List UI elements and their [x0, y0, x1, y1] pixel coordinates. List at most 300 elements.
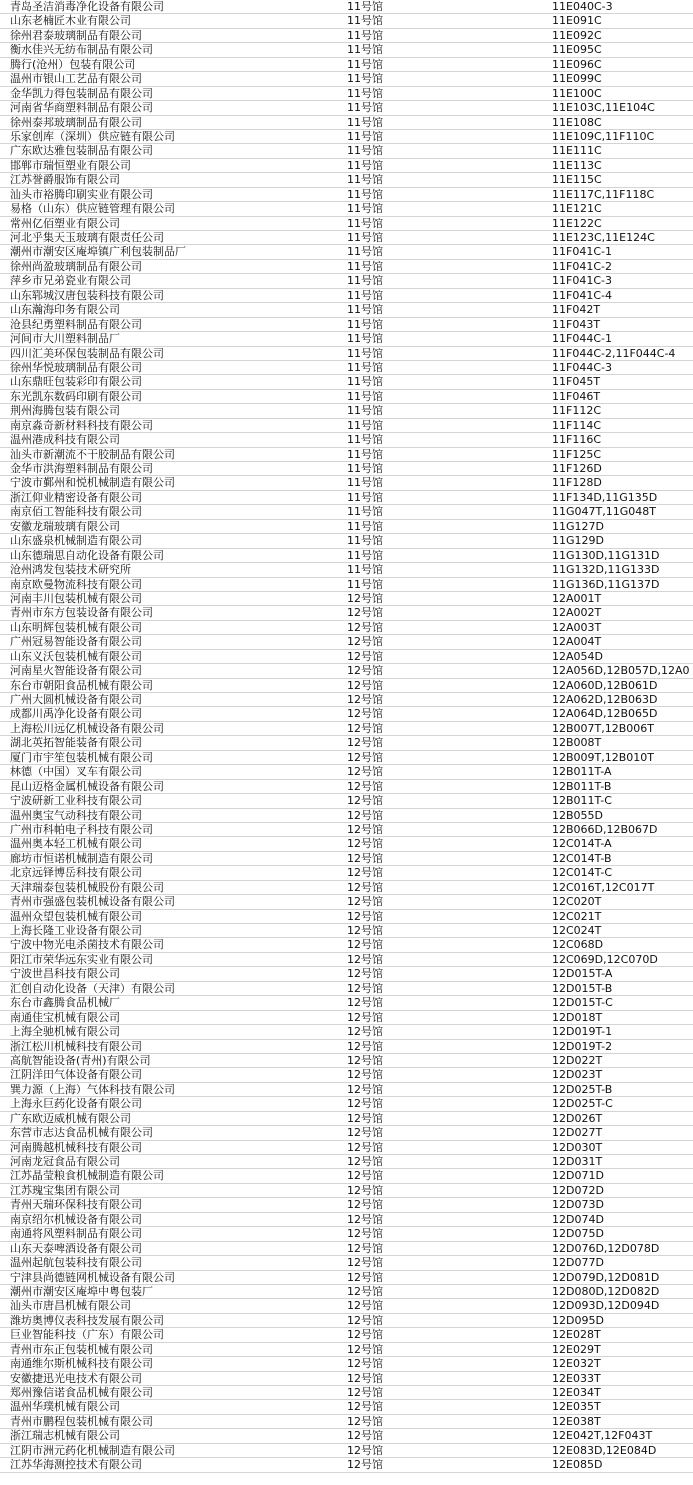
company-name-cell: 湖北英拓智能装备有限公司	[10, 736, 142, 750]
hall-cell: 12号馆	[347, 1256, 383, 1270]
company-name-cell: 徐州泰邦玻璃制品有限公司	[10, 115, 142, 129]
booth-number-cell: 12B066D,12B067D	[552, 822, 658, 836]
hall-cell: 12号馆	[347, 1386, 383, 1399]
table-row	[0, 318, 693, 332]
booth-number-cell: 12B055D	[552, 808, 604, 822]
table-row	[0, 895, 693, 909]
hall-cell: 11号馆	[347, 346, 383, 360]
table-row	[0, 87, 693, 101]
hall-cell: 12号馆	[347, 635, 383, 649]
hall-cell: 11号馆	[347, 202, 383, 216]
hall-cell: 11号馆	[347, 187, 383, 201]
booth-number-cell: 11F134D,11G135D	[552, 490, 658, 504]
booth-number-cell: 12A062D,12B063D	[552, 693, 658, 706]
hall-cell: 12号馆	[347, 721, 383, 735]
company-name-cell: 上海松川远亿机械设备有限公司	[10, 721, 164, 735]
company-name-cell: 上海长隆工业设备有限公司	[10, 924, 142, 937]
company-name-cell: 温州港成科技有限公司	[10, 433, 120, 447]
table-row	[0, 14, 693, 28]
table-row	[0, 982, 693, 996]
booth-number-cell: 12A056D,12B057D,12A0	[552, 664, 690, 678]
company-name-cell: 南京绍尔机械设备有限公司	[10, 1212, 142, 1226]
company-name-cell: 乐家创库（深圳）供应链有限公司	[10, 129, 175, 143]
table-row	[0, 534, 693, 548]
table-row	[0, 1444, 693, 1458]
company-name-cell: 广州大圆机械设备有限公司	[10, 693, 142, 706]
company-name-cell: 巽力源（上海）气体科技有限公司	[10, 1082, 175, 1096]
booth-number-cell: 11E113C	[552, 158, 602, 172]
table-row	[0, 116, 693, 130]
booth-number-cell: 12E032T	[552, 1357, 601, 1371]
hall-cell: 12号馆	[347, 591, 383, 605]
table-row	[0, 505, 693, 519]
company-name-cell: 山东天泰啤酒设备有限公司	[10, 1241, 142, 1255]
company-name-cell: 南通佳宝机械有限公司	[10, 1010, 120, 1024]
table-row	[0, 1328, 693, 1342]
hall-cell: 11号馆	[347, 173, 383, 187]
booth-number-cell: 12D071D	[552, 1169, 604, 1183]
company-name-cell: 金华市洪海塑料制品有限公司	[10, 462, 153, 475]
company-name-cell: 广东欧迈威机械有限公司	[10, 1111, 131, 1125]
booth-number-cell: 12E083D,12E084D	[552, 1443, 657, 1457]
table-row	[0, 1415, 693, 1429]
booth-number-cell: 11F125C	[552, 447, 602, 461]
hall-cell: 12号馆	[347, 822, 383, 836]
booth-number-cell: 11E100C	[552, 86, 602, 100]
hall-cell: 12号馆	[347, 736, 383, 750]
booth-number-cell: 12A054D	[552, 649, 603, 663]
hall-cell: 11号馆	[347, 14, 383, 28]
company-name-cell: 江苏晶莹粮食机械制造有限公司	[10, 1169, 164, 1183]
company-name-cell: 山东老楠匠木业有限公司	[10, 14, 131, 28]
company-name-cell: 易格（山东）供应链管理有限公司	[10, 202, 175, 216]
table-row	[0, 1126, 693, 1140]
company-name-cell: 江阴市洲元药化机械制造有限公司	[10, 1443, 175, 1457]
company-name-cell: 高航智能设备(青州)有限公司	[10, 1053, 151, 1067]
hall-cell: 12号馆	[347, 952, 383, 966]
booth-number-cell: 12D073D	[552, 1198, 604, 1212]
table-row	[0, 347, 693, 361]
company-name-cell: 温州起航包装科技有限公司	[10, 1256, 142, 1270]
company-name-cell: 上海全驰机械有限公司	[10, 1025, 120, 1039]
booth-number-cell: 11F128D	[552, 476, 602, 490]
hall-cell: 12号馆	[347, 1270, 383, 1284]
booth-number-cell: 12C014T-A	[552, 837, 612, 851]
hall-cell: 12号馆	[347, 967, 383, 981]
hall-cell: 12号馆	[347, 707, 383, 721]
table-row	[0, 1386, 693, 1400]
hall-cell: 11号馆	[347, 245, 383, 259]
hall-cell: 12号馆	[347, 620, 383, 634]
company-name-cell: 浙江仰业精密设备有限公司	[10, 490, 142, 504]
company-name-cell: 青州市强盛包装机械设备有限公司	[10, 895, 175, 909]
hall-cell: 12号馆	[347, 1198, 383, 1212]
booth-number-cell: 12D080D,12D082D	[552, 1284, 660, 1298]
company-name-cell: 成都川禹净化设备有限公司	[10, 707, 142, 721]
company-name-cell: 巨业智能科技（广东）有限公司	[10, 1328, 164, 1342]
booth-number-cell: 12B011T-A	[552, 765, 612, 779]
company-name-cell: 林德（中国）叉车有限公司	[10, 765, 142, 779]
hall-cell: 11号馆	[347, 534, 383, 548]
table-row	[0, 1155, 693, 1169]
company-name-cell: 河南省华商塑料制品有限公司	[10, 101, 153, 115]
hall-cell: 12号馆	[347, 693, 383, 706]
booth-number-cell: 12A004T	[552, 635, 602, 649]
booth-number-cell: 11E117C,11F118C	[552, 187, 655, 201]
company-name-cell: 安徽捷迅光电技术有限公司	[10, 1371, 142, 1385]
hall-cell: 12号馆	[347, 1140, 383, 1154]
company-name-cell: 广州冠易智能设备有限公司	[10, 635, 142, 649]
booth-number-cell: 11E096C	[552, 57, 602, 71]
company-name-cell: 衡水佳兴无纺布制品有限公司	[10, 43, 153, 57]
table-row	[0, 910, 693, 924]
booth-number-cell: 12D074D	[552, 1212, 604, 1226]
company-name-cell: 河间市大川塑料制品厂	[10, 332, 120, 346]
table-row	[0, 1083, 693, 1097]
table-row	[0, 1299, 693, 1313]
table-row	[0, 809, 693, 823]
company-name-cell: 徐州华悦玻璃制品有限公司	[10, 360, 142, 374]
company-name-cell: 南通维尔斯机械科技有限公司	[10, 1357, 153, 1371]
hall-cell: 11号馆	[347, 274, 383, 288]
booth-number-cell: 11F041C-2	[552, 259, 612, 273]
hall-cell: 12号馆	[347, 1313, 383, 1327]
table-row	[0, 101, 693, 115]
table-row	[0, 938, 693, 952]
hall-cell: 12号馆	[347, 1025, 383, 1039]
table-row	[0, 780, 693, 794]
booth-number-cell: 11F044C-2,11F044C-4	[552, 346, 676, 360]
company-name-cell: 山东明辉包装机械有限公司	[10, 620, 142, 634]
table-row	[0, 476, 693, 490]
booth-number-cell: 12E085D	[552, 1458, 603, 1472]
booth-number-cell: 12D095D	[552, 1313, 604, 1327]
booth-number-cell: 12C069D,12C070D	[552, 952, 658, 966]
hall-cell: 12号馆	[347, 750, 383, 764]
company-name-cell: 安徽龙瑞玻璃有限公司	[10, 519, 120, 533]
company-name-cell: 宁波市鄞州和悦机械制造有限公司	[10, 476, 175, 490]
hall-cell: 12号馆	[347, 794, 383, 808]
booth-number-cell: 12D027T	[552, 1126, 603, 1140]
table-row	[0, 837, 693, 851]
table-row	[0, 375, 693, 389]
hall-cell: 11号馆	[347, 563, 383, 577]
booth-number-cell: 11E121C	[552, 202, 602, 216]
hall-cell: 11号馆	[347, 57, 383, 71]
company-name-cell: 河南龙冠食品有限公司	[10, 1155, 120, 1168]
table-row	[0, 707, 693, 721]
company-name-cell: 南京淼奇新材料科技有限公司	[10, 418, 153, 432]
hall-cell: 11号馆	[347, 43, 383, 57]
company-name-cell: 东台市鑫腾食品机械厂	[10, 996, 120, 1010]
booth-number-cell: 12D022T	[552, 1053, 603, 1067]
hall-cell: 12号馆	[347, 1328, 383, 1342]
table-row	[0, 1112, 693, 1126]
table-row	[0, 606, 693, 620]
booth-number-cell: 12D031T	[552, 1155, 603, 1168]
booth-number-cell: 12D079D,12D081D	[552, 1270, 660, 1284]
booth-number-cell: 12E035T	[552, 1400, 601, 1414]
booth-number-cell: 11E115C	[552, 173, 602, 187]
company-name-cell: 徐州君泰玻璃制品有限公司	[10, 28, 142, 42]
booth-number-cell: 11G132D,11G133D	[552, 563, 660, 577]
hall-cell: 12号馆	[347, 765, 383, 779]
hall-cell: 12号馆	[347, 1284, 383, 1298]
table-row	[0, 390, 693, 404]
hall-cell: 12号馆	[347, 1414, 383, 1428]
company-name-cell: 东营市志达食品机械有限公司	[10, 1126, 153, 1140]
company-name-cell: 江阴洋田气体设备有限公司	[10, 1068, 142, 1082]
hall-cell: 12号馆	[347, 880, 383, 894]
company-name-cell: 潮州市潮安区庵埠镇广利包装制品厂	[10, 245, 186, 259]
hall-cell: 12号馆	[347, 1400, 383, 1414]
table-row	[0, 245, 693, 259]
company-name-cell: 宁波研新工业科技有限公司	[10, 794, 142, 808]
hall-cell: 11号馆	[347, 231, 383, 244]
booth-number-cell: 12D019T-1	[552, 1025, 613, 1039]
table-row	[0, 448, 693, 462]
company-name-cell: 河北乎集天玉玻璃有限责任公司	[10, 231, 164, 244]
booth-number-cell: 12C016T,12C017T	[552, 880, 655, 894]
table-row	[0, 866, 693, 880]
table-row	[0, 1227, 693, 1241]
hall-cell: 11号馆	[347, 418, 383, 432]
booth-number-cell: 12D015T-B	[552, 981, 613, 995]
table-row	[0, 549, 693, 563]
table-row	[0, 996, 693, 1010]
hall-cell: 11号馆	[347, 519, 383, 533]
booth-number-cell: 12E042T,12F043T	[552, 1429, 653, 1443]
table-row	[0, 144, 693, 158]
hall-cell: 11号馆	[347, 101, 383, 115]
hall-cell: 11号馆	[347, 462, 383, 475]
table-row	[0, 1314, 693, 1328]
table-row	[0, 1343, 693, 1357]
hall-cell: 12号馆	[347, 1183, 383, 1197]
table-row	[0, 592, 693, 606]
table-row	[0, 1213, 693, 1227]
hall-cell: 12号馆	[347, 1212, 383, 1226]
hall-cell: 11号馆	[347, 490, 383, 504]
company-name-cell: 温州奥本轻工机械有限公司	[10, 837, 142, 851]
company-name-cell: 常州亿佰塑业有限公司	[10, 216, 120, 230]
booth-number-cell: 12D025T-C	[552, 1097, 613, 1111]
table-row	[0, 1458, 693, 1472]
booth-number-cell: 12D077D	[552, 1256, 604, 1270]
table-row	[0, 303, 693, 317]
hall-cell: 12号馆	[347, 1429, 383, 1443]
company-name-cell: 青州市东正包装机械有限公司	[10, 1342, 153, 1356]
table-row	[0, 722, 693, 736]
company-name-cell: 青州天瑞环保科技有限公司	[10, 1198, 142, 1212]
hall-cell: 11号馆	[347, 375, 383, 389]
booth-number-cell: 11E091C	[552, 14, 602, 28]
table-row	[0, 679, 693, 693]
booth-number-cell: 12E033T	[552, 1371, 601, 1385]
table-row	[0, 751, 693, 765]
company-name-cell: 北京远铎博岳科技有限公司	[10, 866, 142, 880]
hall-cell: 12号馆	[347, 1299, 383, 1313]
hall-cell: 11号馆	[347, 548, 383, 562]
hall-cell: 12号馆	[347, 1082, 383, 1096]
company-name-cell: 宁津县尚德链网机械设备有限公司	[10, 1270, 175, 1284]
hall-cell: 12号馆	[347, 1169, 383, 1183]
hall-cell: 11号馆	[347, 259, 383, 273]
company-name-cell: 广州市科帕电子科技有限公司	[10, 822, 153, 836]
table-row	[0, 231, 693, 245]
booth-number-cell: 12D015T-A	[552, 967, 613, 981]
hall-cell: 11号馆	[347, 288, 383, 302]
company-name-cell: 青州市鹏程包装机械有限公司	[10, 1414, 153, 1428]
table-row	[0, 260, 693, 274]
company-name-cell: 河南星火智能设备有限公司	[10, 664, 142, 678]
booth-number-cell: 12D026T	[552, 1111, 603, 1125]
hall-cell: 12号馆	[347, 924, 383, 937]
table-row	[0, 924, 693, 938]
hall-cell: 12号馆	[347, 1357, 383, 1371]
hall-cell: 12号馆	[347, 837, 383, 851]
company-name-cell: 温州市银山工艺品有限公司	[10, 72, 142, 86]
hall-cell: 12号馆	[347, 1010, 383, 1024]
booth-number-cell: 11E109C,11F110C	[552, 129, 655, 143]
table-row	[0, 462, 693, 476]
booth-number-cell: 11E111C	[552, 144, 602, 158]
hall-cell: 12号馆	[347, 1155, 383, 1168]
table-row	[0, 1097, 693, 1111]
table-row	[0, 159, 693, 173]
hall-cell: 11号馆	[347, 332, 383, 346]
table-row	[0, 563, 693, 577]
booth-number-cell: 11G129D	[552, 534, 604, 548]
company-name-cell: 汇创自动化设备（天津）有限公司	[10, 981, 175, 995]
table-row	[0, 173, 693, 187]
company-name-cell: 浙江松川机械科技有限公司	[10, 1039, 142, 1053]
company-name-cell: 汕头市裕腾印刷实业有限公司	[10, 187, 153, 201]
hall-cell: 11号馆	[347, 433, 383, 447]
company-name-cell: 邯郸市瑞恒塑业有限公司	[10, 158, 131, 172]
table-row	[0, 274, 693, 288]
company-name-cell: 郑州豫信诺食品机械有限公司	[10, 1386, 153, 1399]
company-name-cell: 温州奥宝气动科技有限公司	[10, 808, 142, 822]
hall-cell: 12号馆	[347, 1371, 383, 1385]
booth-number-cell: 11F041C-1	[552, 245, 612, 259]
booth-number-cell: 12E034T	[552, 1386, 601, 1399]
table-row	[0, 332, 693, 346]
company-name-cell: 东台市朝阳食品机械有限公司	[10, 678, 153, 692]
company-name-cell: 萍乡市兄弟瓷业有限公司	[10, 274, 131, 288]
booth-number-cell: 11F042T	[552, 303, 601, 317]
booth-number-cell: 12A060D,12B061D	[552, 678, 658, 692]
hall-cell: 12号馆	[347, 1458, 383, 1472]
table-row	[0, 823, 693, 837]
table-row	[0, 0, 693, 14]
company-name-cell: 东光凯东数码印刷有限公司	[10, 389, 142, 403]
booth-number-cell: 11F044C-3	[552, 360, 612, 374]
company-name-cell: 四川汇美环保包装制品有限公司	[10, 346, 164, 360]
table-row	[0, 404, 693, 418]
company-name-cell: 天津瑞泰包装机械股份有限公司	[10, 880, 164, 894]
table-row	[0, 1429, 693, 1443]
booth-number-cell: 12B008T	[552, 736, 602, 750]
hall-cell: 12号馆	[347, 649, 383, 663]
table-row	[0, 361, 693, 375]
table-row	[0, 1169, 693, 1183]
table-row	[0, 1198, 693, 1212]
hall-cell: 11号馆	[347, 389, 383, 403]
booth-number-cell: 12C068D	[552, 938, 604, 952]
company-name-cell: 阳江市荣华远东实业有限公司	[10, 952, 153, 966]
booth-number-cell: 11F041C-3	[552, 274, 612, 288]
booth-number-cell: 12B011T-B	[552, 779, 612, 793]
hall-cell: 12号馆	[347, 1097, 383, 1111]
table-row	[0, 43, 693, 57]
hall-cell: 12号馆	[347, 1443, 383, 1457]
company-name-cell: 潍坊奥博仪表科技发展有限公司	[10, 1313, 164, 1327]
company-name-cell: 河南腾越机械科技有限公司	[10, 1140, 142, 1154]
company-name-cell: 腾行(沧州）包装有限公司	[10, 57, 136, 71]
booth-number-cell: 11F116C	[552, 433, 602, 447]
table-row	[0, 852, 693, 866]
company-name-cell: 沧县纪勇塑料制品有限公司	[10, 317, 142, 331]
booth-number-cell: 11E095C	[552, 43, 602, 57]
hall-cell: 12号馆	[347, 664, 383, 678]
company-name-cell: 南京欧曼物流科技有限公司	[10, 577, 142, 591]
booth-number-cell: 11E040C-3	[552, 0, 613, 13]
booth-number-cell: 11G127D	[552, 519, 604, 533]
table-row	[0, 1040, 693, 1054]
hall-cell: 11号馆	[347, 476, 383, 490]
hall-cell: 12号馆	[347, 938, 383, 952]
hall-cell: 11号馆	[347, 0, 383, 13]
company-name-cell: 青州市东方包装设备有限公司	[10, 606, 153, 620]
hall-cell: 11号馆	[347, 404, 383, 418]
table-row	[0, 1271, 693, 1285]
booth-number-cell: 11F041C-4	[552, 288, 612, 302]
hall-cell: 11号馆	[347, 360, 383, 374]
table-row	[0, 578, 693, 592]
table-row	[0, 433, 693, 447]
table-row	[0, 419, 693, 433]
company-name-cell: 南京佰工智能科技有限公司	[10, 505, 142, 519]
booth-number-cell: 12A003T	[552, 620, 602, 634]
hall-cell: 12号馆	[347, 1227, 383, 1241]
booth-number-cell: 12C024T	[552, 924, 602, 937]
company-name-cell: 沧州鸿发包装技术研究所	[10, 563, 131, 577]
hall-cell: 11号馆	[347, 28, 383, 42]
table-row	[0, 202, 693, 216]
hall-cell: 12号馆	[347, 851, 383, 865]
booth-number-cell: 11G047T,11G048T	[552, 505, 656, 519]
table-row	[0, 621, 693, 635]
company-name-cell: 江苏誉爵服饰有限公司	[10, 173, 120, 187]
table-row	[0, 1242, 693, 1256]
company-name-cell: 温州华璞机械有限公司	[10, 1400, 120, 1414]
company-name-cell: 昆山迈格金属机械设备有限公司	[10, 779, 164, 793]
company-name-cell: 山东义沃包装机械有限公司	[10, 649, 142, 663]
table-row	[0, 1025, 693, 1039]
booth-number-cell: 11F044C-1	[552, 332, 612, 346]
table-row	[0, 188, 693, 202]
booth-number-cell: 11E123C,11E124C	[552, 231, 655, 244]
booth-number-cell: 12D025T-B	[552, 1082, 613, 1096]
company-name-cell: 金华凯力得包装制品有限公司	[10, 86, 153, 100]
company-name-cell: 山东瀚海印务有限公司	[10, 303, 120, 317]
hall-cell: 12号馆	[347, 1039, 383, 1053]
company-name-cell: 山东鼎旺包装彩印有限公司	[10, 375, 142, 389]
company-name-cell: 宁波中物光电杀菌技术有限公司	[10, 938, 164, 952]
booth-number-cell: 12C014T-C	[552, 866, 613, 880]
company-name-cell: 荆州海腾包装有限公司	[10, 404, 120, 418]
